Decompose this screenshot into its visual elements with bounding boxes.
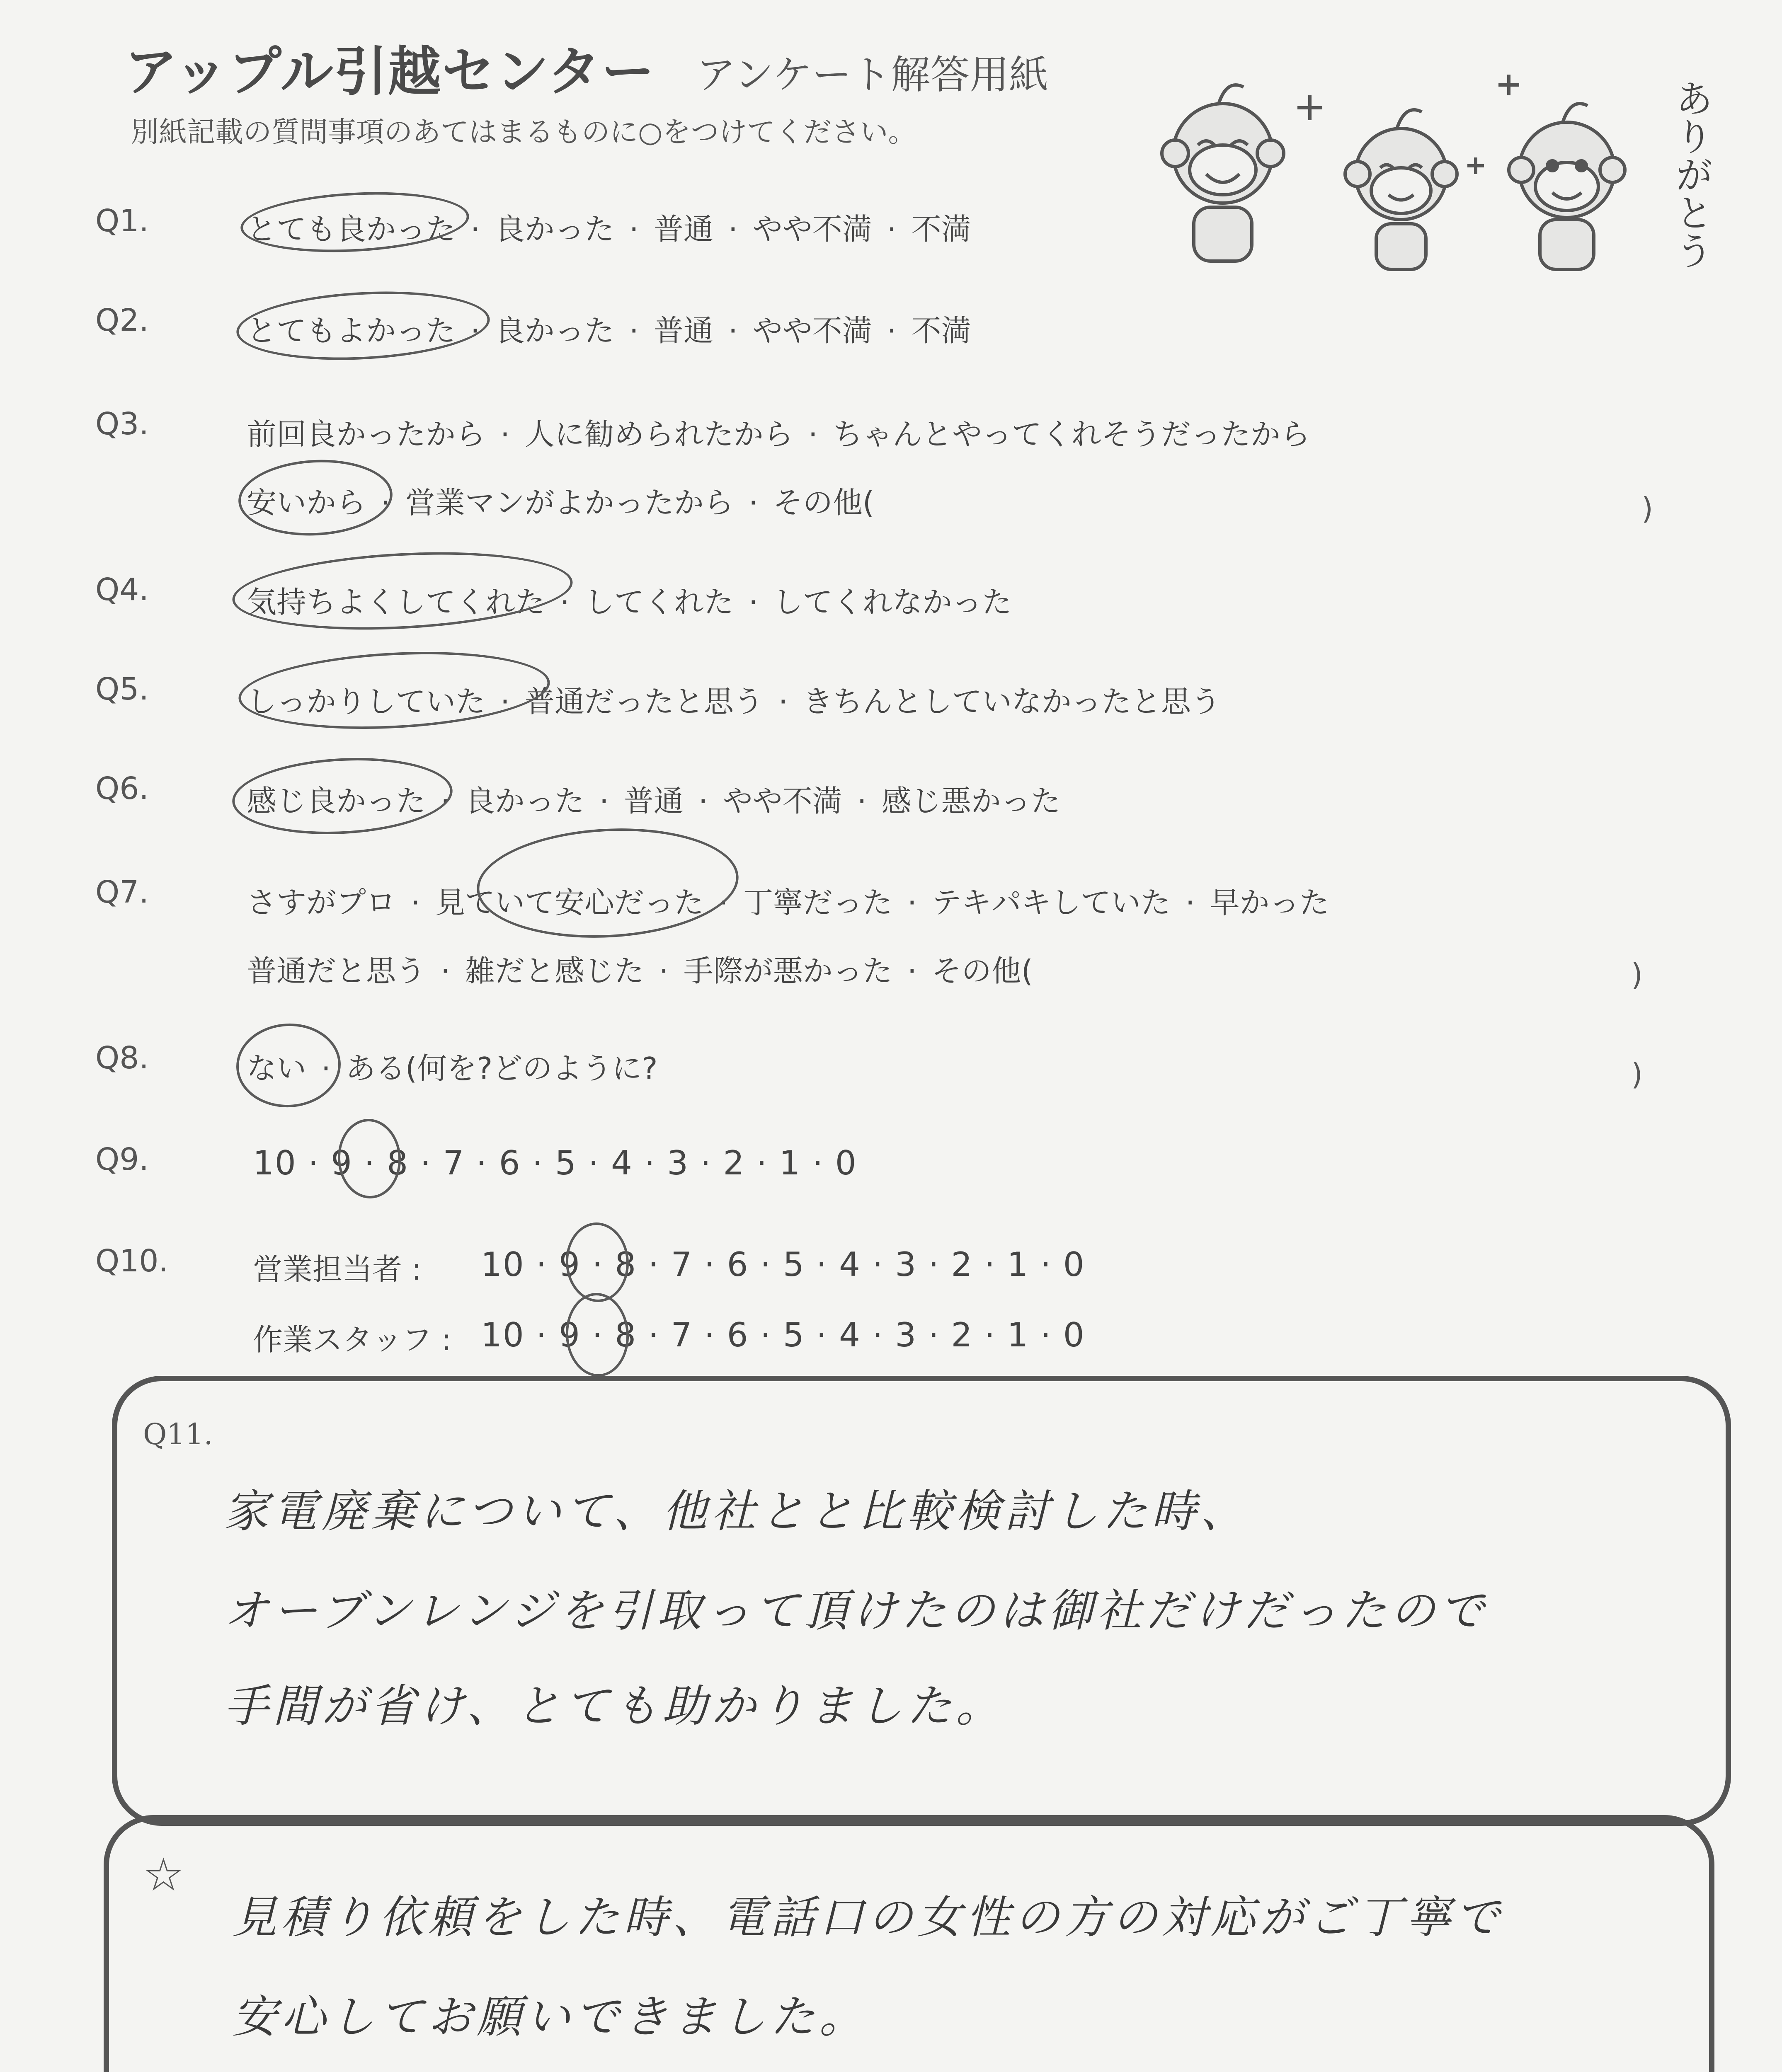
q4-option-1[interactable]: 気持ちよくしてくれた: [247, 585, 546, 620]
q1-option-1[interactable]: とても良かった: [247, 212, 456, 247]
q2-option-3[interactable]: 普通: [653, 313, 713, 348]
star-box-icon: ☆: [143, 1848, 184, 1901]
q4-option-2[interactable]: してくれた: [584, 585, 734, 620]
q4-label: Q4.: [95, 572, 149, 608]
q10-staff-selection-circle: [564, 1291, 631, 1378]
q7-options-line1: さすがプロ · 見ていて安心だった · 丁寧だった · テキパキしていた · 早かった: [247, 885, 1329, 920]
q6-option-5[interactable]: 感じ悪かった: [881, 784, 1061, 818]
q7-option-9[interactable]: その他(: [931, 954, 1033, 988]
q2-options: とてもよかった · 良かった · 普通 · やや不満 · 不満: [247, 313, 971, 348]
q3-option-4[interactable]: 安いから: [247, 485, 366, 520]
q8-selection-circle: [234, 1021, 343, 1110]
q11-label: Q11.: [143, 1417, 213, 1451]
q3-close-paren: ): [1641, 491, 1654, 526]
q6-option-1[interactable]: 感じ良かった: [247, 784, 426, 818]
q5-option-1[interactable]: しっかりしていた: [247, 684, 486, 719]
q5-label: Q5.: [95, 671, 149, 707]
q7-option-3[interactable]: 丁寧だった: [743, 885, 892, 920]
q6-option-2[interactable]: 良かった: [465, 784, 584, 818]
q9-scale: 10 · 9 · 8 · 7 · 6 · 5 · 4 · 3 · 2 · 1 · 0: [253, 1144, 857, 1182]
monkey-mascots-illustration: [1152, 50, 1724, 282]
q10-sales-label: 営業担当者 :: [253, 1252, 422, 1287]
q4-options: 気持ちよくしてくれた · してくれた · してくれなかった: [247, 585, 1012, 620]
q7-options-line2: 普通だと思う · 雑だと感じた · 手際が悪かった · その他(: [247, 954, 1033, 988]
q11-line-1: 家電廃棄について、他社とと比較検討した時、: [224, 1486, 1249, 1537]
sheet-subtitle: アンケート解答用紙: [696, 52, 1049, 98]
mascot-caption: ありがとう: [1669, 79, 1714, 269]
q10-staff-scale: 10 · 9 · 8 · 7 · 6 · 5 · 4 · 3 · 2 · 1 · 0: [481, 1316, 1085, 1354]
q2-selection-circle: [235, 286, 492, 366]
q7-option-5[interactable]: 早かった: [1210, 885, 1329, 920]
q7-option-2[interactable]: 見ていて安心だった: [435, 885, 704, 920]
q2-option-2[interactable]: 良かった: [495, 313, 614, 348]
q3-options-line1: 前回良かったから · 人に勧められたから · ちゃんとやってくれそうだったから: [247, 417, 1310, 452]
q2-option-1[interactable]: とてもよかった: [247, 313, 456, 348]
q5-options: しっかりしていた · 普通だったと思う · きちんとしていなかったと思う: [247, 684, 1221, 719]
q1-option-4[interactable]: やや不満: [752, 212, 872, 247]
q1-option-5[interactable]: 不満: [911, 212, 971, 247]
q1-options: とても良かった · 良かった · 普通 · やや不満 · 不満: [247, 212, 971, 247]
star-line-1: 見積り依頼をした時、電話口の女性の方の対応がご丁寧で: [232, 1892, 1504, 1944]
q2-option-5[interactable]: 不満: [911, 313, 971, 348]
q10-sales-scale: 10 · 9 · 8 · 7 · 6 · 5 · 4 · 3 · 2 · 1 · 0: [481, 1245, 1085, 1284]
company-title: アップル引越センター: [124, 41, 655, 103]
q6-label: Q6.: [95, 771, 149, 806]
q2-option-4[interactable]: やや不満: [752, 313, 872, 348]
q10-label: Q10.: [95, 1243, 168, 1279]
q7-selection-circle: [474, 822, 742, 944]
q5-selection-circle: [237, 644, 552, 736]
q9-label: Q9.: [95, 1142, 149, 1177]
q2-label: Q2.: [95, 303, 149, 338]
q9-selection-circle: [336, 1117, 403, 1200]
q5-option-3[interactable]: きちんとしていなかったと思う: [803, 684, 1221, 719]
q3-option-6[interactable]: その他(: [773, 485, 874, 520]
q3-selection-circle: [236, 456, 394, 539]
q8-option-1[interactable]: ない: [247, 1051, 307, 1086]
q7-option-8[interactable]: 手際が悪かった: [683, 954, 892, 988]
q1-option-2[interactable]: 良かった: [495, 212, 614, 247]
q7-option-1[interactable]: さすがプロ: [247, 885, 396, 920]
q4-option-3[interactable]: してくれなかった: [773, 585, 1012, 620]
q6-option-4[interactable]: やや不満: [722, 784, 842, 818]
q4-selection-circle: [230, 545, 575, 638]
q8-options: ない · ある(何を?どのように?: [247, 1051, 658, 1086]
q6-selection-circle: [230, 753, 455, 840]
q6-options: 感じ良かった · 良かった · 普通 · やや不満 · 感じ悪かった: [247, 784, 1061, 818]
q7-close-paren: ): [1631, 957, 1643, 992]
q3-option-2[interactable]: 人に勧められたから: [524, 417, 793, 452]
q7-option-7[interactable]: 雑だと感じた: [465, 954, 644, 988]
q8-option-2[interactable]: ある(何を?どのように?: [345, 1051, 658, 1086]
q11-line-3: 手間が省け、とても助かりました。: [224, 1680, 1005, 1732]
q1-label: Q1.: [95, 203, 149, 239]
q10-sales-selection-circle: [564, 1221, 631, 1304]
q7-option-6[interactable]: 普通だと思う: [247, 954, 426, 988]
q10-staff-label: 作業スタッフ :: [253, 1322, 452, 1357]
star-line-2: 安心してお願いできました。: [232, 1991, 868, 2043]
q1-option-3[interactable]: 普通: [653, 212, 713, 247]
q3-option-3[interactable]: ちゃんとやってくれそうだったから: [832, 417, 1310, 452]
q8-label: Q8.: [95, 1040, 149, 1076]
q3-label: Q3.: [95, 406, 149, 442]
q3-option-1[interactable]: 前回良かったから: [247, 417, 486, 452]
q6-option-3[interactable]: 普通: [623, 784, 684, 818]
q3-option-5[interactable]: 営業マンがよかったから: [405, 485, 734, 520]
q3-options-line2: 安いから · 営業マンがよかったから · その他(: [247, 485, 874, 520]
instruction-text: 別紙記載の質問事項のあてはまるものに○をつけてください。: [131, 116, 916, 149]
q7-option-4[interactable]: テキパキしていた: [931, 885, 1171, 920]
q7-label: Q7.: [95, 874, 149, 910]
q11-line-2: オーブンレンジを引取って頂けたのは御社だけだったので: [224, 1585, 1489, 1637]
q5-option-2[interactable]: 普通だったと思う: [524, 684, 764, 719]
q8-close-paren: ): [1631, 1057, 1643, 1092]
